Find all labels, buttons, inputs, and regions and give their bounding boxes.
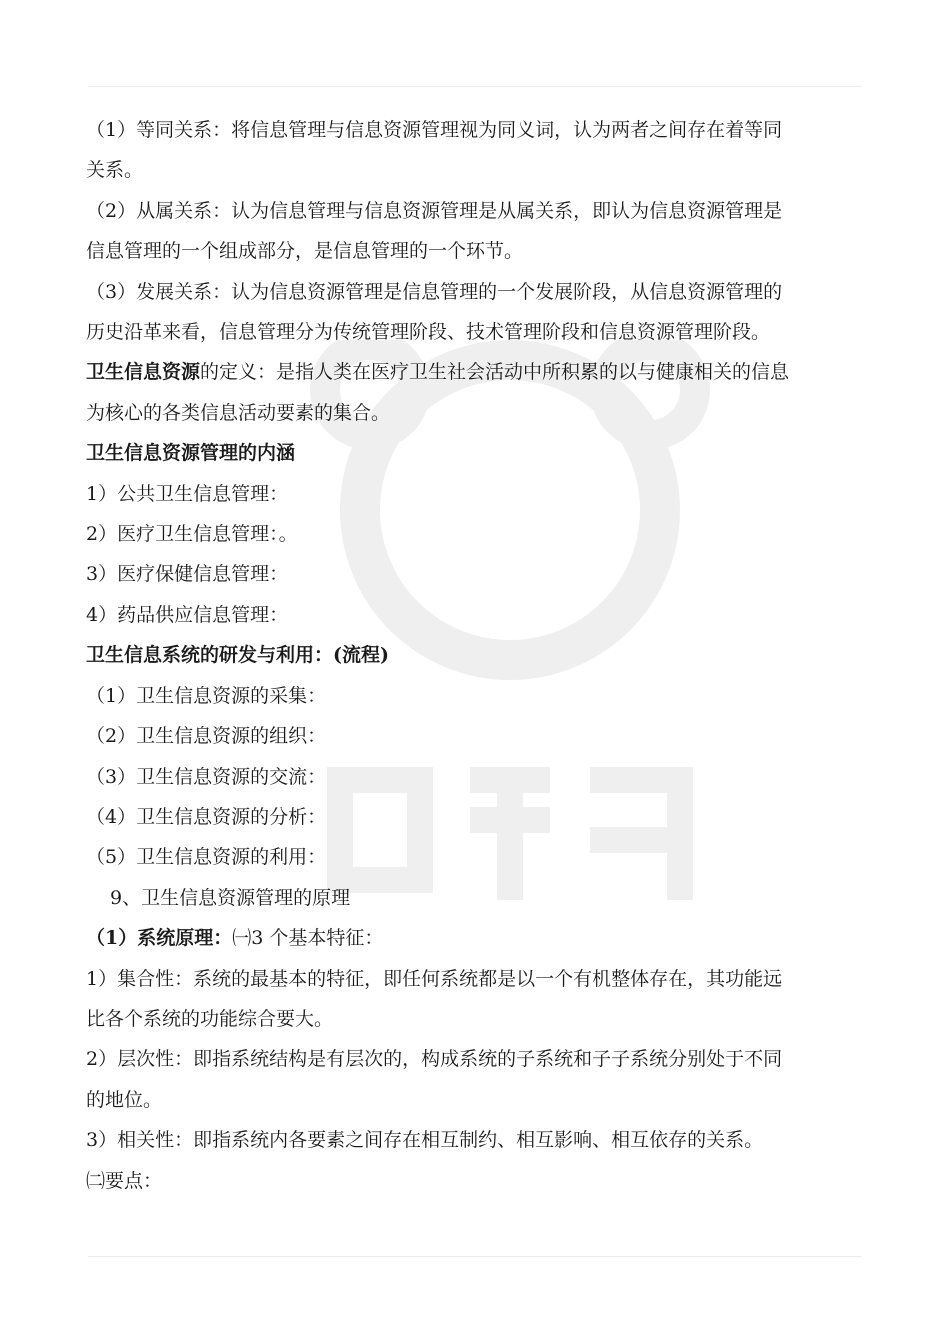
header-rule xyxy=(88,86,862,87)
process-item-3: （3）卫生信息资源的交流： xyxy=(86,765,327,788)
footer-rule xyxy=(88,1256,862,1257)
document-body xyxy=(86,110,862,1201)
feature-hierarchy-line-2: 的地位。 xyxy=(86,1088,163,1111)
process-item-2: （2）卫生信息资源的组织： xyxy=(86,725,327,748)
process-item-5: （5）卫生信息资源的利用： xyxy=(86,846,327,869)
feature-correlation-line: 3）相关性：即指系统内各要素之间存在相互制约、相互影响、相互依存的关系。 xyxy=(86,1129,764,1152)
system-principle-text: ㈠3 个基本特征： xyxy=(232,927,384,950)
feature-hierarchy-line-1: 2）层次性：即指系统结构是有层次的，构成系统的子系统和子子系统分别处于不同 xyxy=(86,1048,783,1071)
process-item-1: （1）卫生信息资源的采集： xyxy=(86,684,327,707)
definition-line-2: 为核心的各类信息活动要素的集合。 xyxy=(86,401,391,424)
section-9-heading: 9、卫生信息资源管理的原理 xyxy=(110,886,351,909)
relation-subordinate-line-1: （2）从属关系：认为信息管理与信息资源管理是从属关系，即认为信息资源管理是 xyxy=(86,199,783,222)
relation-development-line-1: （3）发展关系：认为信息资源管理是信息管理的一个发展阶段，从信息资源管理的 xyxy=(86,280,783,303)
key-points-line: ㈡要点： xyxy=(86,1169,163,1192)
connotation-item-4: 4）药品供应信息管理： xyxy=(86,603,289,626)
relation-equal-line-2: 关系。 xyxy=(86,159,144,182)
relation-subordinate-line-2: 信息管理的一个组成部分，是信息管理的一个环节。 xyxy=(86,240,524,263)
connotation-item-2: 2）医疗卫生信息管理：。 xyxy=(86,523,298,546)
definition-line-1 xyxy=(86,352,862,392)
relation-equal-line-1: （1）等同关系：将信息管理与信息资源管理视为同义词，认为两者之间存在着等同 xyxy=(86,119,783,141)
connotation-item-3: 3）医疗保健信息管理： xyxy=(86,563,289,586)
connotation-item-1: 1）公共卫生信息管理： xyxy=(86,482,289,505)
system-principle-label: （1）系统原理： xyxy=(86,927,233,950)
feature-set-line-1: 1）集合性：系统的最基本的特征，即任何系统都是以一个有机整体存在，其功能远 xyxy=(86,967,783,990)
definition-text: 的定义：是指人类在医疗卫生社会活动中所积累的以与健康相关的信息 xyxy=(200,361,790,384)
connotation-heading: 卫生信息资源管理的内涵 xyxy=(86,442,296,465)
process-heading: 卫生信息系统的研发与利用：(流程) xyxy=(86,644,389,667)
definition-term: 卫生信息资源 xyxy=(86,361,201,384)
relation-development-line-2: 历史沿革来看，信息管理分为传统管理阶段、技术管理阶段和信息资源管理阶段。 xyxy=(86,321,771,344)
system-principle-line xyxy=(86,918,862,958)
feature-set-line-2: 比各个系统的功能综合要大。 xyxy=(86,1007,334,1030)
process-item-4: （4）卫生信息资源的分析： xyxy=(86,805,327,828)
